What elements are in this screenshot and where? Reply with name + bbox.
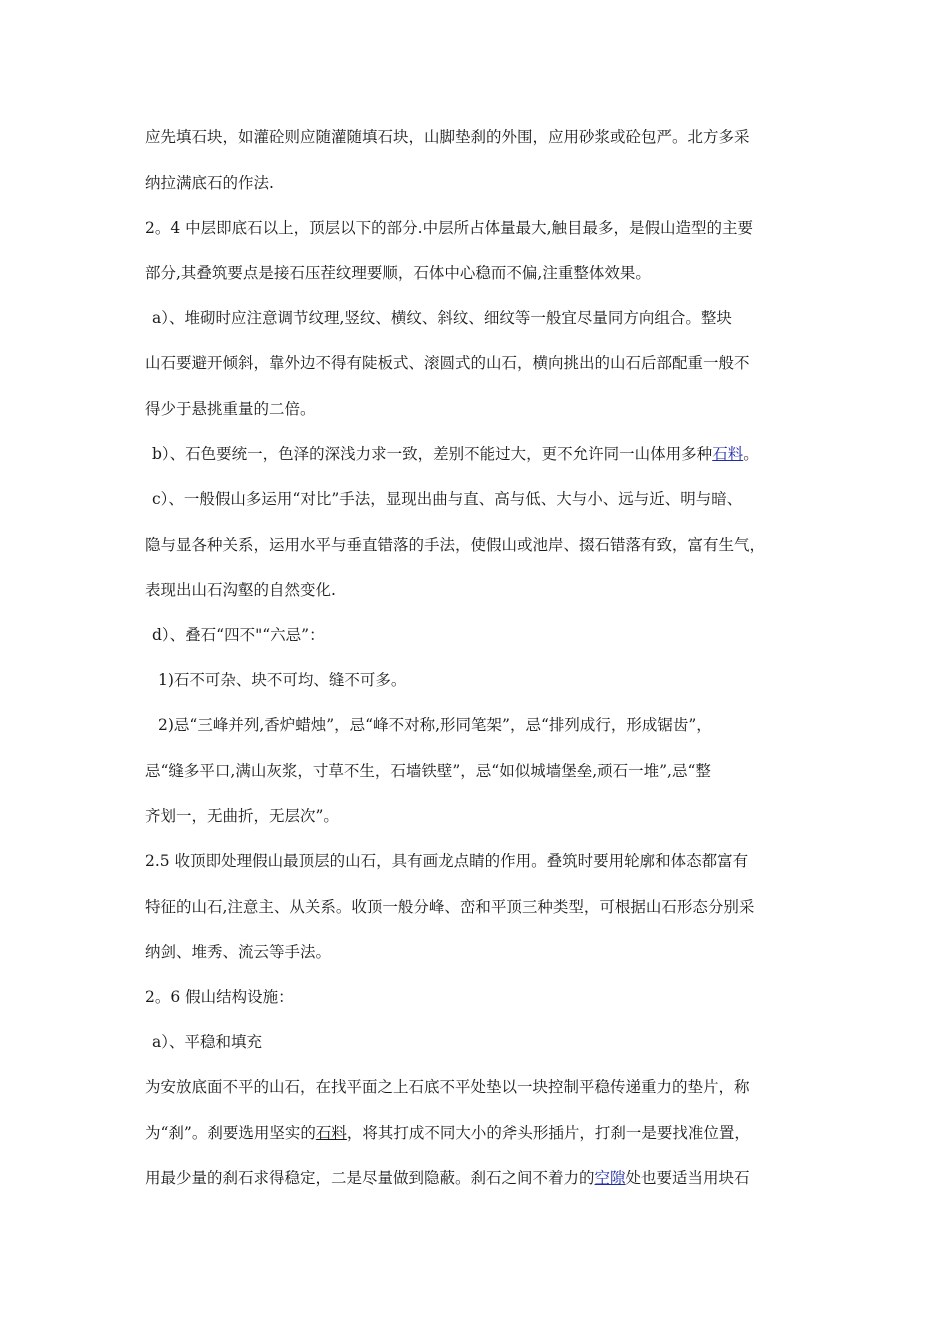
paragraph-line: 纳拉满底石的作法. xyxy=(145,174,274,192)
section-heading-2-6: 2。6 假山结构设施： xyxy=(145,988,294,1006)
paragraph-line: 齐划一，无曲折，无层次”。 xyxy=(145,807,339,825)
list-item-b xyxy=(152,443,759,465)
stone-material-link[interactable]: 石料 xyxy=(712,445,744,463)
paragraph-line: 隐与显各种关系，运用水平与垂直错落的手法，使假山或池岸、掇石错落有致，富有生气， xyxy=(145,536,766,554)
paragraph-line xyxy=(145,1122,750,1144)
paragraph-line: 部分,其叠筑要点是接石压茬纹理要顺，石体中心稳而不偏,注重整体效果。 xyxy=(145,264,651,282)
paragraph-line: 纳剑、堆秀、流云等手法。 xyxy=(145,943,332,961)
list-item-c: c）、一般假山多运用“对比”手法，显现出曲与直、高与低、大与小、远与近、明与暗、 xyxy=(152,490,743,508)
list-item-a: a）、堆砌时应注意调节纹理,竖纹、横纹、斜纹、细纹等一般宜尽量同方向组合。整块 xyxy=(152,309,732,327)
list-item-b-text: b）、石色要统一，色泽的深浅力求一致，差别不能过大，更不允许同一山体用多种 xyxy=(152,445,713,463)
line-text: 用最少量的刹石求得稳定，二是尽量做到隐蔽。刹石之间不着力的 xyxy=(145,1169,595,1187)
line-text: 处也要适当用块石 xyxy=(625,1169,750,1187)
paragraph-line: 表现出山石沟壑的自然变化. xyxy=(145,581,336,599)
list-item-d: d）、叠石“四不"“六忌”： xyxy=(152,626,325,644)
line-text: 为“刹”。刹要选用坚实的 xyxy=(145,1124,316,1142)
paragraph-line xyxy=(145,1167,750,1189)
paragraph-line: 山石要避开倾斜，靠外边不得有陡板式、滚圆式的山石，横向挑出的山石后部配重一般不 xyxy=(145,354,750,372)
line-text: ，将其打成不同大小的斧头形插片，打刹一是要找准位置， xyxy=(346,1124,750,1142)
section-heading-2-5: 2.5 收顶即处理假山最顶层的山石，具有画龙点睛的作用。叠筑时要用轮廓和体态都富有 xyxy=(145,852,749,870)
sub-item-1: 1)石不可杂、块不可均、缝不可多。 xyxy=(158,671,407,689)
list-item-a-stability: a）、平稳和填充 xyxy=(152,1033,262,1051)
paragraph-line: 特征的山石,注意主、从关系。收顶一般分峰、峦和平顶三种类型，可根据山石形态分别采 xyxy=(145,898,755,916)
paragraph-line: 为安放底面不平的山石，在找平面之上石底不平处垫以一块控制平稳传递重力的垫片，称 xyxy=(145,1078,750,1096)
stone-material-underlined: 石料 xyxy=(315,1124,347,1142)
gap-link[interactable]: 空隙 xyxy=(594,1169,626,1187)
list-item-b-period: 。 xyxy=(743,445,759,463)
sub-item-2: 2)忌“三峰并列,香炉蜡烛”，忌“峰不对称,形同笔架”，忌“排列成行，形成锯齿”， xyxy=(158,716,712,734)
paragraph-line: 应先填石块，如灌砼则应随灌随填石块，山脚垫刹的外围，应用砂浆或砼包严。北方多采 xyxy=(145,128,750,146)
section-heading-2-4: 2。4 中层即底石以上，顶层以下的部分.中层所占体量最大,触目最多，是假山造型的主要 xyxy=(145,219,754,237)
paragraph-line: 忌“缝多平口,满山灰浆，寸草不生，石墙铁壁”，忌“如似城墙堡垒,顽石一堆”,忌“整 xyxy=(145,762,711,780)
paragraph-line: 得少于悬挑重量的二倍。 xyxy=(145,400,316,418)
